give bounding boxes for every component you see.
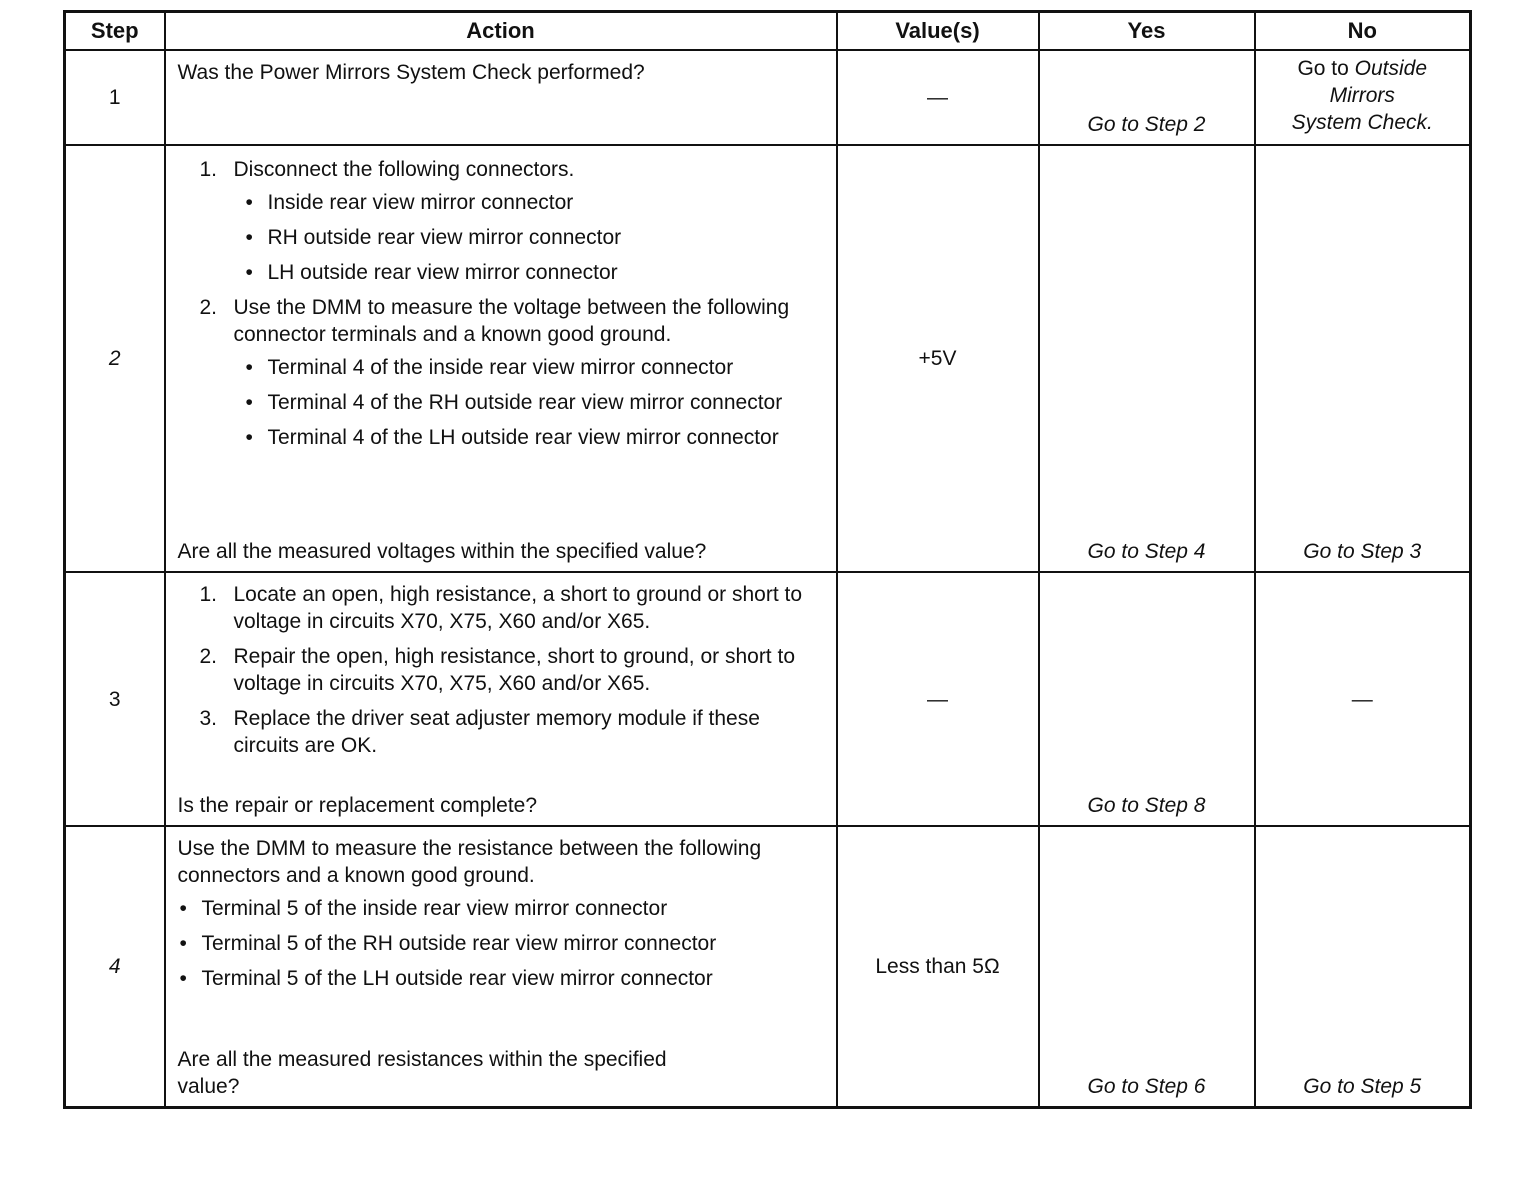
yes-cell	[1039, 50, 1255, 145]
action-cell	[165, 572, 837, 826]
no-italic-3: System Check.	[1291, 111, 1433, 134]
yes-link: Go to Step 8	[1087, 794, 1206, 817]
list-item: • Inside rear view mirror connector	[245, 191, 574, 214]
no-cell	[1255, 826, 1471, 1108]
no-italic-2: Mirrors	[1329, 84, 1395, 107]
no-cell	[1255, 50, 1471, 145]
action-steps	[178, 581, 826, 759]
step-number: 4	[108, 955, 121, 978]
yes-cell	[1039, 826, 1255, 1108]
yes-link: Go to Step 4	[1087, 540, 1206, 563]
header-step: Step	[65, 12, 165, 51]
no-link	[1256, 51, 1470, 144]
step-number: 3	[108, 687, 121, 711]
no-link: Go to Step 5	[1303, 1075, 1422, 1098]
yes-cell	[1039, 145, 1255, 572]
no-link: Go to Step 3	[1303, 540, 1422, 563]
step-cell	[65, 50, 165, 145]
bullet-list	[168, 895, 826, 992]
bullet-list	[234, 189, 826, 286]
list-item: • Terminal 4 of the inside rear view mirror connector	[245, 356, 734, 379]
step-cell	[65, 826, 165, 1108]
action-cell	[165, 826, 837, 1108]
list-item: • Terminal 4 of the RH outside rear view mirror connector	[245, 391, 783, 414]
action-question: Was the Power Mirrors System Check performed?	[177, 61, 645, 84]
value-cell	[837, 572, 1039, 826]
list-item: • RH outside rear view mirror connector	[245, 226, 622, 249]
list-item: • Terminal 5 of the LH outside rear view mirror connector	[179, 967, 713, 990]
action-cell	[165, 50, 837, 145]
action-question: Are all the measured resistances within the specified value?	[177, 1048, 667, 1098]
action-question: Are all the measured voltages within the specified value?	[177, 540, 707, 563]
action-steps	[178, 156, 826, 451]
step-number: 1	[108, 86, 121, 109]
step-cell	[65, 145, 165, 572]
header-yes: Yes	[1039, 12, 1255, 51]
header-row	[65, 12, 1471, 51]
value-text: Less than 5Ω	[875, 955, 1000, 978]
step-cell	[65, 572, 165, 826]
header-action: Action	[165, 12, 837, 51]
diagnostic-table	[63, 10, 1472, 1109]
table-row	[65, 50, 1471, 145]
value-cell	[837, 826, 1039, 1108]
table-row	[65, 826, 1471, 1108]
no-cell	[1255, 572, 1471, 826]
list-item: 3. Replace the driver seat adjuster memory module if these circuits are OK.	[199, 707, 760, 757]
list-item: 1. Locate an open, high resistance, a short to ground or short to voltage in circuits X70, X75, X60 and/or X65.	[199, 583, 803, 633]
value-cell	[837, 145, 1039, 572]
action-cell	[165, 145, 837, 572]
action-question: Is the repair or replacement complete?	[177, 794, 538, 817]
table-row	[65, 145, 1471, 572]
yes-cell	[1039, 572, 1255, 826]
list-item: • Terminal 5 of the RH outside rear view mirror connector	[179, 932, 717, 955]
value-text: +5V	[918, 347, 957, 370]
list-item: 2. Repair the open, high resistance, short to ground, or short to voltage in circuits X70, X75, X60 and/or X65.	[199, 645, 795, 695]
yes-link: Go to Step 6	[1087, 1075, 1206, 1098]
value-text: —	[927, 687, 948, 711]
value-cell	[837, 50, 1039, 145]
no-cell	[1255, 145, 1471, 572]
list-item: • Terminal 5 of the inside rear view mirror connector	[179, 897, 668, 920]
bullet-list	[234, 354, 826, 451]
list-item: • LH outside rear view mirror connector	[245, 261, 618, 284]
no-italic-1: Outside	[1354, 57, 1428, 80]
no-prefix: Go to	[1297, 57, 1349, 80]
list-item: 2. Use the DMM to measure the voltage between the following connector terminals and a known good ground. • Terminal 4 of the inside rear view mirror connector • Terminal 4 of the RH outside rear view mirror connector • Terminal 4 of the LH outside rear view mirror connector	[178, 294, 826, 451]
no-link: —	[1351, 687, 1373, 711]
header-values: Value(s)	[837, 12, 1039, 51]
step-number: 2	[108, 347, 121, 370]
header-no: No	[1255, 12, 1471, 51]
list-item: • Terminal 4 of the LH outside rear view mirror connector	[245, 426, 779, 449]
action-intro: Use the DMM to measure the resistance between the following connectors and a known good ground.	[177, 837, 762, 887]
list-item: 1. Disconnect the following connectors. • Inside rear view mirror connector • RH outside rear view mirror connector • LH outside rear view mirror connector	[178, 156, 826, 286]
yes-link: Go to Step 2	[1087, 113, 1206, 136]
table-row	[65, 572, 1471, 826]
value-text: —	[927, 86, 948, 109]
